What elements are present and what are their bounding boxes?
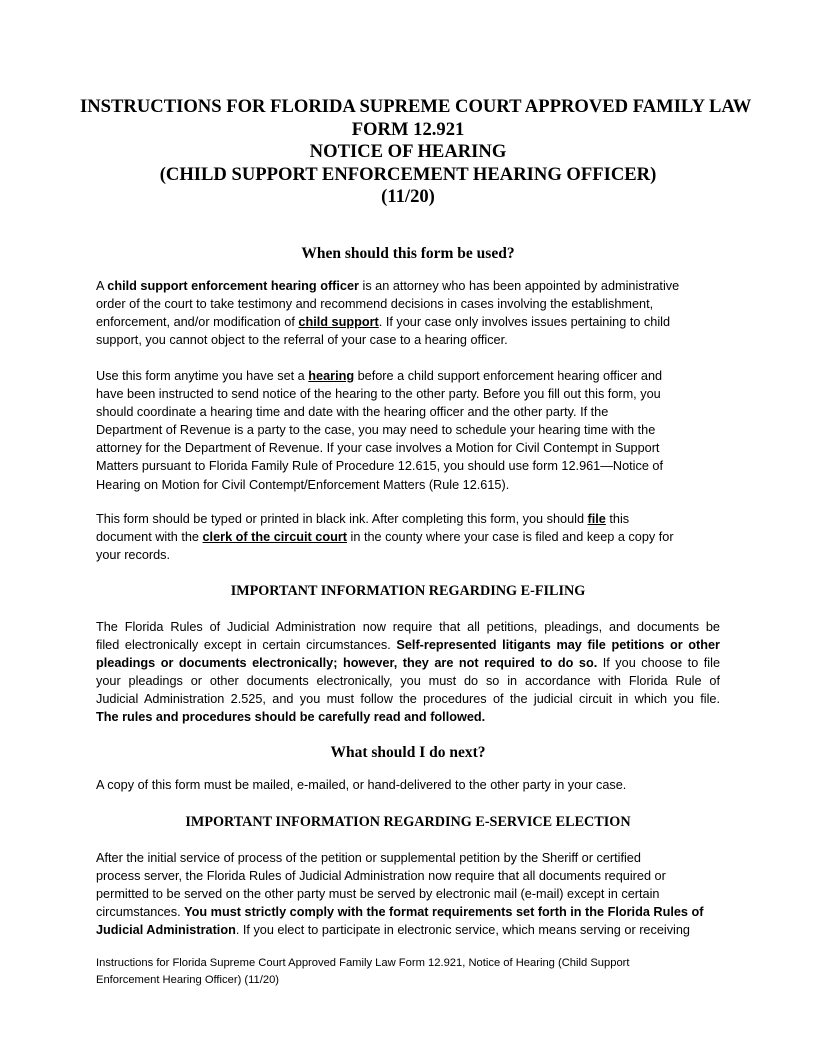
page-footer xyxy=(96,955,736,988)
title-line-4: (CHILD SUPPORT ENFORCEMENT HEARING OFFICER) xyxy=(159,163,657,185)
link-hearing[interactable]: hearing xyxy=(308,369,355,383)
title-line-3: NOTICE OF HEARING xyxy=(309,141,507,162)
paragraph-use-form: Use this form anytime you have set a hearing before a child support enforcement hearing officer and have been instructed to send notice of the hearing to the other party. Before you fill out this form, you should coordinate a hearing time and date with the hearing officer and the other party. If the Department of Revenue is a party to the case, you may need to schedule your hearing time with the attorney for the Department of Revenue. If your case involves a Motion for Civil Contempt in Support Matters pursuant to Florida Family Rule of Procedure 12.615, you should use form 12.961—Notice of Hearing on Motion for Civil Contempt/Enforcement Matters (Rule 12.615). xyxy=(96,369,663,492)
paragraph-e-filing: The Florida Rules of Judicial Administration now require that all petitions, pleadings, and documents be filed electronically except in certain circumstances. Self-represented litigants may file petitions or other pleadings or documents electronically; however, they are not required to do so. If you choose to file your pleadings or other documents electronically, you must do so in accordance with Florida Rule of Judicial Administration 2.525, and you must follow the procedures of the judicial circuit in which you file. The rules and procedures should be carefully read and followed. xyxy=(96,620,720,725)
footer-line-1: Instructions for Florida Supreme Court Approved Family Law Form 12.921, Notice of Hearing (Child Support xyxy=(96,957,630,969)
link-child-support[interactable]: child support xyxy=(298,315,379,330)
paragraph-hearing-officer: A child support enforcement hearing officer is an attorney who has been appointed by administrative order of the court to take testimony and recommend decisions in cases involving the establishment, enforcement, and/or modification of child support. If your case only involves issues pertaining to child support, you cannot object to the referral of your case to a hearing officer. xyxy=(96,279,680,348)
link-file[interactable]: file xyxy=(587,512,606,526)
title-line-5: (11/20) xyxy=(381,186,435,207)
heading-e-service: IMPORTANT INFORMATION REGARDING E-SERVICE ELECTION xyxy=(185,814,631,830)
paragraph-filing: This form should be typed or printed in black ink. After completing this form, you should file this document with the clerk of the circuit court in the county where your case is filed and keep a copy for your records. xyxy=(96,512,674,563)
document-title xyxy=(80,96,752,209)
footer-line-2: Enforcement Hearing Officer) (11/20) xyxy=(96,973,280,986)
paragraph-e-service: After the initial service of process of the petition or supplemental petition by the Sheriff or certified process server, the Florida Rules of Judicial Administration now require that all documents required or permitted to be served on the other party must be served by electronic mail (e-mail) except in certain circumstances. You must strictly comply with the format requirements set forth in the Florida Rules of Judicial Administration. If you elect to participate in electronic service, which means serving or receiving xyxy=(96,851,704,938)
heading-e-filing: IMPORTANT INFORMATION REGARDING E-FILING xyxy=(230,583,586,599)
paragraph-what-next: A copy of this form must be mailed, e-mailed, or hand-delivered to the other party in your case. xyxy=(96,778,627,792)
title-line-1: INSTRUCTIONS FOR FLORIDA SUPREME COURT APPROVED FAMILY LAW xyxy=(80,96,752,117)
heading-what-next: What should I do next? xyxy=(330,744,486,761)
link-clerk-of-circuit-court[interactable]: clerk of the circuit court xyxy=(202,530,348,545)
heading-when-used: When should this form be used? xyxy=(301,245,515,262)
title-line-2: FORM 12.921 xyxy=(351,118,465,140)
term-hearing-officer: child support enforcement hearing officer xyxy=(107,279,359,293)
